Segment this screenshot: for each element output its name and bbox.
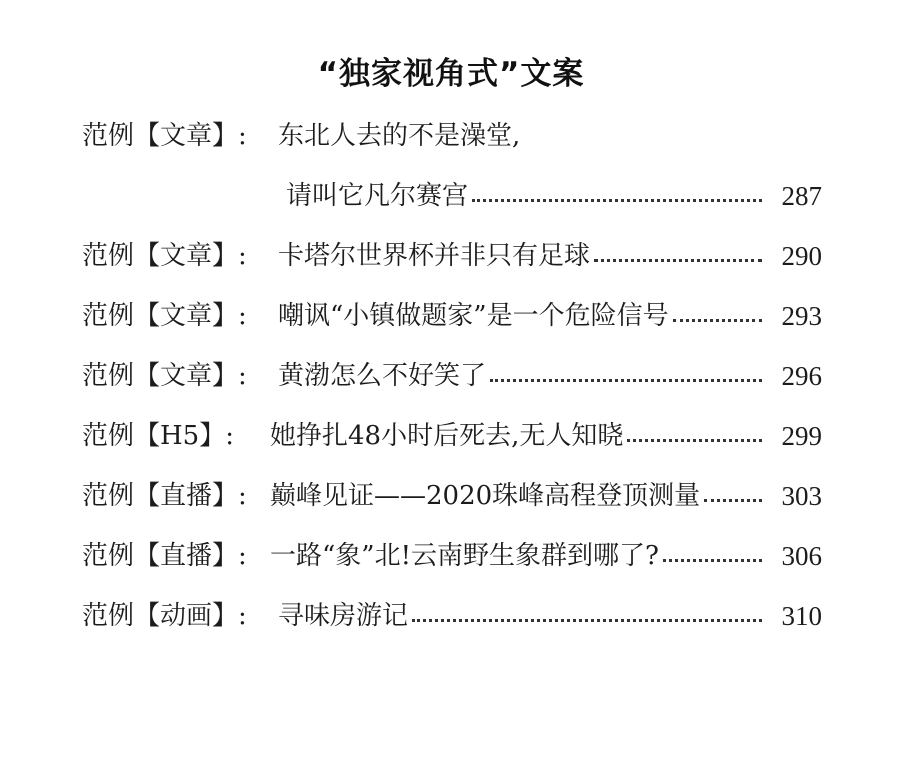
dot-leader (704, 466, 762, 526)
page-number: 310 (781, 601, 822, 631)
entry-type-label: 范例【文章】: (82, 241, 247, 271)
page-number: 293 (781, 301, 822, 331)
page-number: 299 (781, 421, 822, 451)
entry-title-line1: 东北人去的不是澡堂, (278, 121, 521, 151)
dot-leader (673, 286, 762, 346)
section-title: “独家视角式”文案 (317, 56, 585, 92)
dot-leader (663, 526, 762, 586)
entry-type-label: 范例【直播】: (82, 481, 247, 511)
dot-leader (412, 586, 762, 646)
entry-title: 请叫它凡尔赛宫 (286, 181, 469, 211)
entry-title: 一路“象”北!云南野生象群到哪了? (270, 541, 659, 571)
toc-entry (82, 406, 822, 466)
toc-entry (82, 526, 822, 586)
entry-title: 巅峰见证——2020珠峰高程登顶测量 (270, 481, 701, 511)
entry-title: 卡塔尔世界杯并非只有足球 (278, 241, 591, 271)
entry-type-label: 范例【动画】: (82, 601, 247, 631)
entry-type-label: 范例【文章】: (82, 361, 247, 391)
page-number: 306 (781, 541, 822, 571)
toc-entry (82, 106, 822, 226)
entry-title: 黄渤怎么不好笑了 (278, 361, 487, 391)
dot-leader (594, 226, 762, 286)
toc-entry (82, 586, 822, 646)
entry-title: 寻味房游记 (278, 601, 409, 631)
table-of-contents (82, 106, 822, 646)
dot-leader (472, 166, 762, 226)
entry-title: 她挣扎48小时后死去,无人知晓 (270, 421, 624, 451)
dot-leader (627, 406, 762, 466)
entry-type-label: 范例【直播】: (82, 541, 247, 571)
toc-entry (82, 346, 822, 406)
toc-entry (82, 466, 822, 526)
page-number: 296 (781, 361, 822, 391)
toc-entry (82, 286, 822, 346)
page-number: 290 (781, 241, 822, 271)
dot-leader (490, 346, 762, 406)
entry-type-label: 范例【文章】: (82, 301, 247, 331)
page-number: 287 (781, 181, 822, 211)
page-number: 303 (781, 481, 822, 511)
entry-type-label: 范例【文章】: (82, 121, 247, 151)
toc-entry (82, 226, 822, 286)
entry-title: 嘲讽“小镇做题家”是一个危险信号 (278, 301, 669, 331)
entry-type-label: 范例【H5】: (82, 421, 234, 451)
